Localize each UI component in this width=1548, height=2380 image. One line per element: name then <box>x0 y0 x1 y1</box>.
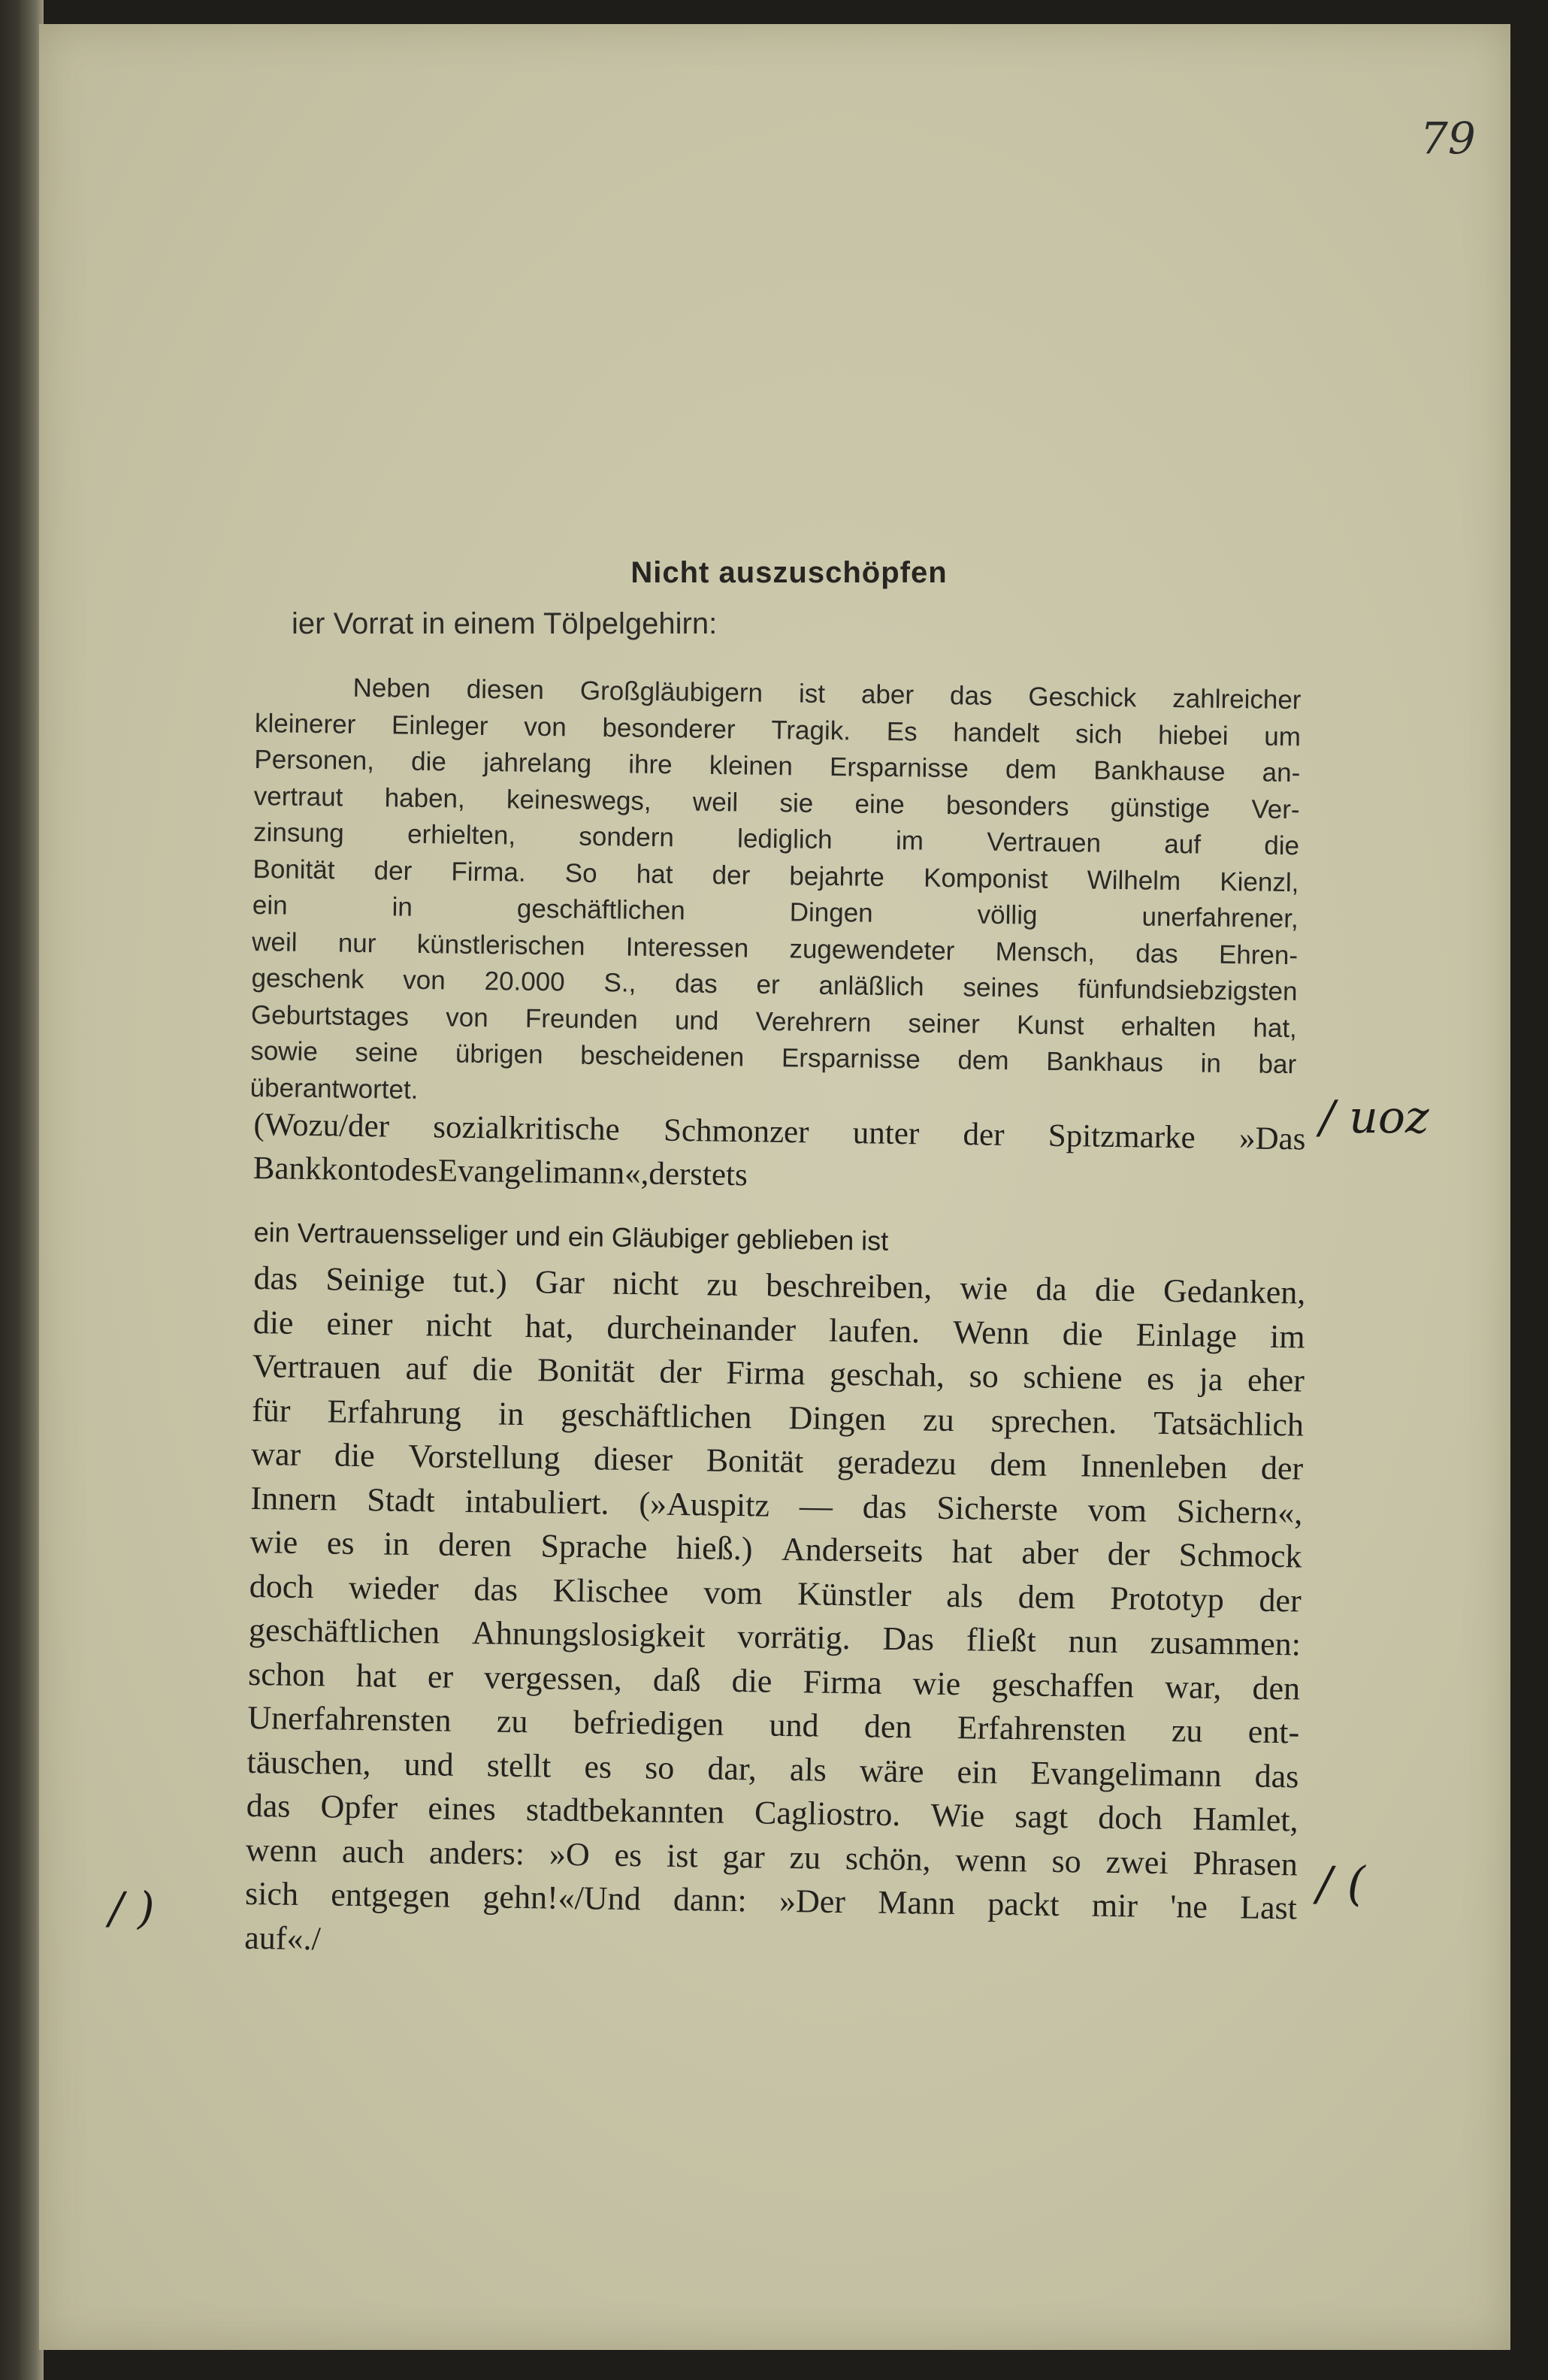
margin-annotation-right-bottom: / ( <box>1317 1856 1365 1911</box>
text-line: doch wieder das Klischee vom Künstler als dem Prototyp der <box>249 1567 1302 1619</box>
text-line: ein in geschäftlichen Dingen völlig unerfahrener, <box>252 890 1299 934</box>
inserted-line: ein Vertrauensseliger und ein Gläubiger geblieben ist <box>253 1216 889 1257</box>
margin-annotation-right-top: / uoz <box>1320 1091 1429 1144</box>
subtitle: ier Vorrat in einem Tölpelgehirn: <box>292 607 718 640</box>
text-line: (Wozu/der sozialkritische Schmonzer unter der Spitzmarke »Das <box>253 1106 1306 1157</box>
page-title: Nicht auszuschöpfen <box>630 556 948 589</box>
text-line: war die Vorstellung dieser Bonität geradezu dem Innenleben der <box>250 1435 1304 1487</box>
text-line: Bankkonto des Evangelimann«, der stets <box>252 1150 748 1193</box>
text-line: Unerfahrensten zu befriedigen und den Erfahrensten zu ent- <box>247 1698 1300 1751</box>
text-line: sich entgegen gehn!«/Und dann: »Der Mann packt mir 'ne Last <box>244 1874 1298 1927</box>
margin-annotation-left-bottom: / ) <box>109 1883 155 1934</box>
text-line: das Seinige tut.) Gar nicht zu beschreiben, wie da die Gedanken, <box>253 1259 1306 1311</box>
text-line: Bonität der Firma. So hat der bejahrte Komponist Wilhelm Kienzl, <box>252 854 1299 897</box>
text-line: Vertrauen auf die Bonität der Firma geschah, so schiene es ja eher <box>252 1347 1305 1399</box>
text-line: Innern Stadt intabuliert. (»Auspitz — das Sicherste vom Sichern«, <box>250 1479 1303 1532</box>
text-line: täuschen, und stellt es so dar, als wäre ein Evangelimann das <box>246 1743 1299 1795</box>
text-line: schon hat er vergessen, daß die Firma wie geschaffen war, den <box>247 1655 1301 1707</box>
commentary-opening <box>252 1103 1305 1205</box>
text-line: weil nur künstlerischen Interessen zugewendeter Mensch, das Ehren- <box>251 927 1299 970</box>
commentary-body <box>244 1257 1306 1974</box>
text-line: auf«./ <box>244 1919 322 1957</box>
text-line: geschenk von 20.000 S., das er anläßlich seines fünfundsiebzigsten <box>251 963 1298 1007</box>
book-binding <box>0 0 44 2380</box>
text-line: für Erfahrung in geschäftlichen Dingen zu sprechen. Tatsächlich <box>251 1391 1305 1444</box>
text-line: Neben diesen Großgläubigern ist aber das Geschick zahlreicher <box>352 673 1302 715</box>
text-line: zinsung erhielten, sondern lediglich im Vertrauen auf die <box>252 817 1300 861</box>
text-line: vertraut haben, keineswegs, weil sie eine besonders günstige Ver- <box>253 781 1300 824</box>
text-line: sowie seine übrigen bescheidenen Ersparnisse dem Bankhaus in bar <box>250 1036 1297 1080</box>
text-line: das Opfer eines stadtbekannten Cagliostro. Wie sagt doch Hamlet, <box>246 1786 1299 1839</box>
text-line: geschäftlichen Ahnungslosigkeit vorrätig. Das fließt nun zusammen: <box>248 1610 1302 1663</box>
text-line: wenn auch anders: »O es ist gar zu schön, wenn so zwei Phrasen <box>245 1831 1299 1883</box>
text-line: wie es in deren Sprache hieß.) Anderseits hat aber der Schmock <box>249 1523 1302 1575</box>
text-line: überantwortet. <box>249 1072 419 1105</box>
text-line: die einer nicht hat, durcheinander laufen. Wenn die Einlage im <box>252 1303 1305 1356</box>
text-line: kleinerer Einleger von besonderer Tragik. Es handelt sich hiebei um <box>254 708 1302 751</box>
text-line: Personen, die jahrelang ihre kleinen Ersparnisse dem Bankhause an- <box>254 744 1301 788</box>
page-number: 79 <box>1420 113 1476 164</box>
text-line: Geburtstages von Freunden und Verehrern seiner Kunst erhalten hat, <box>250 999 1298 1043</box>
newspaper-quote <box>249 669 1301 1120</box>
